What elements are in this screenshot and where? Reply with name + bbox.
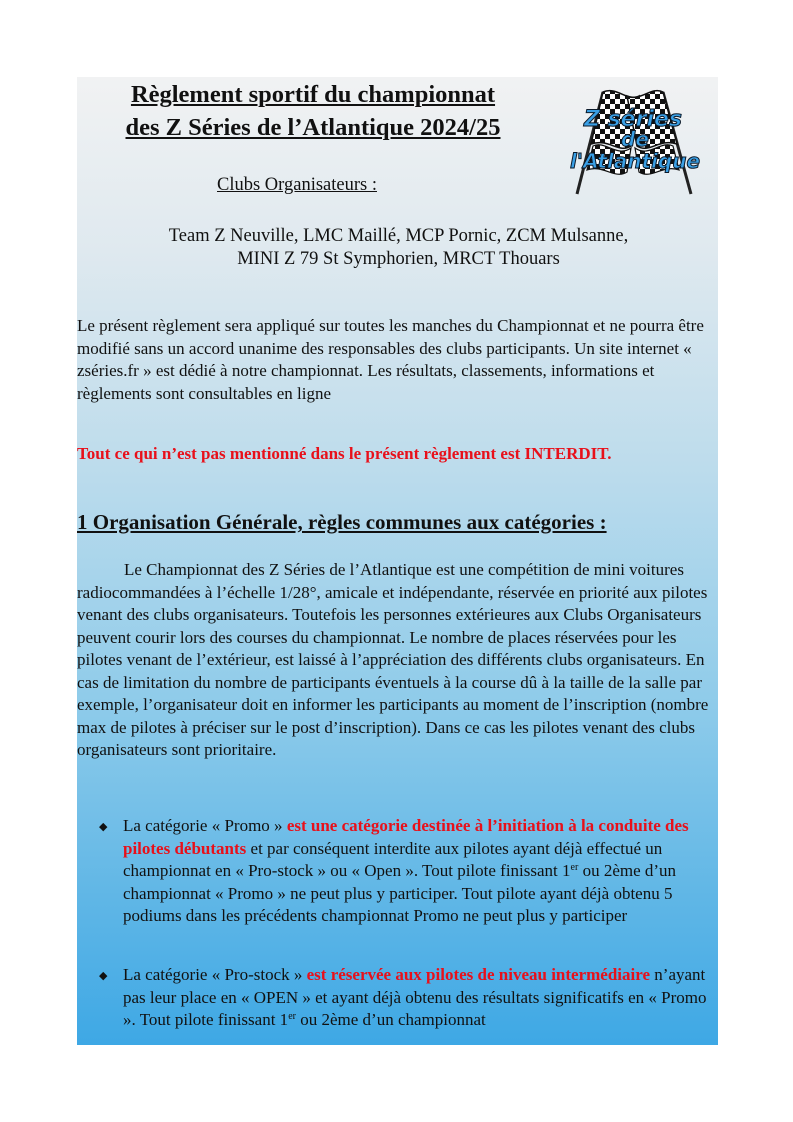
section-1-heading: 1 Organisation Générale, règles communes aux catégories : <box>77 510 607 534</box>
intro-paragraph: Le présent règlement sera appliqué sur toutes les manches du Championnat et ne pourra être modifié sans un accord unanime des responsables des clubs participants. Un site internet « zséries.fr » est dédié à notre championnat. Les résultats, classements, informations et règlements sont consultables en ligne <box>77 316 704 403</box>
logo-text-atlantique: l'Atlantique <box>569 149 701 173</box>
bullet-promo-lead: La catégorie « Promo » <box>123 816 287 835</box>
bullet-promo-text-end: ou 2ème d’un championnat « Promo » ne peut plus y participer. Tout pilote ayant déjà obtenu 5 podiums dans les précédents championnat Promo ne peut plus y participer <box>123 861 677 925</box>
bullet-pro-stock <box>123 964 717 1032</box>
clubs-heading: Clubs Organisateurs : <box>217 175 377 195</box>
interdit-warning: Tout ce qui n’est pas mentionné dans le présent règlement est INTERDIT. <box>77 444 612 463</box>
section-1-body: Le Championnat des Z Séries de l’Atlantique est une compétition de mini voitures radiocommandées à l’échelle 1/28°, amicale et indépendante, réservée en priorité aux pilotes venant des clubs organisateurs. Toutefois les personnes extérieures aux Clubs Organisateurs peuvent courir lors des courses du championnat. Le nombre de places réservées pour les pilotes venant de l’extérieur, est laissé à l’appréciation des différents clubs organisateurs. En cas de limitation du nombre de participants éventuels à la course dû à la taille de la salle par exemple, l’organisateur doit en informer les participants au moment de l’inscription (nombre max de pilotes à préciser sur le post d’inscription). Dans ce cas les pilotes venant des clubs organisateurs sont prioritaire. <box>77 560 709 759</box>
document-title-line-1: Règlement sportif du championnat <box>130 81 496 108</box>
z-series-logo <box>555 84 711 196</box>
bullet-pro-stock-lead: La catégorie « Pro-stock » <box>123 965 307 984</box>
bullet-pro-stock-text-end: ou 2ème d’un championnat <box>295 1010 486 1029</box>
bullet-promo-sup: er <box>570 862 579 873</box>
clubs-list-line-2: MINI Z 79 St Symphorien, MRCT Thouars <box>237 249 560 269</box>
logo-text-de: de <box>621 127 649 151</box>
bullet-promo <box>123 815 717 928</box>
bullet-diamond-icon: ◆ <box>99 821 108 833</box>
bullet-pro-stock-highlight: est réservée aux pilotes de niveau intermédiaire <box>306 965 651 984</box>
logo-text-z-series: Z séries <box>583 107 683 132</box>
bullet-pro-stock-sup: er <box>288 1011 296 1022</box>
bullet-pro-stock-text: n’ayant pas leur place en « OPEN » et ayant déjà obtenu des résultats significatifs en « Promo ». Tout pilote finissant 1 <box>123 965 707 1029</box>
bullet-diamond-icon: ◆ <box>99 970 108 982</box>
bullet-promo-text: et par conséquent interdite aux pilotes ayant déjà effectué un championnat en « Pro-stock » ou « Open ». Tout pilote finissant 1 <box>123 838 663 880</box>
document-title-line-2: des Z Séries de l’Atlantique 2024/25 <box>125 114 501 141</box>
bullet-promo-highlight: est une catégorie destinée à l’initiation à la conduite des pilotes débutants <box>123 816 689 858</box>
clubs-list-line-1: Team Z Neuville, LMC Maillé, MCP Pornic, ZCM Mulsanne, <box>168 226 629 246</box>
